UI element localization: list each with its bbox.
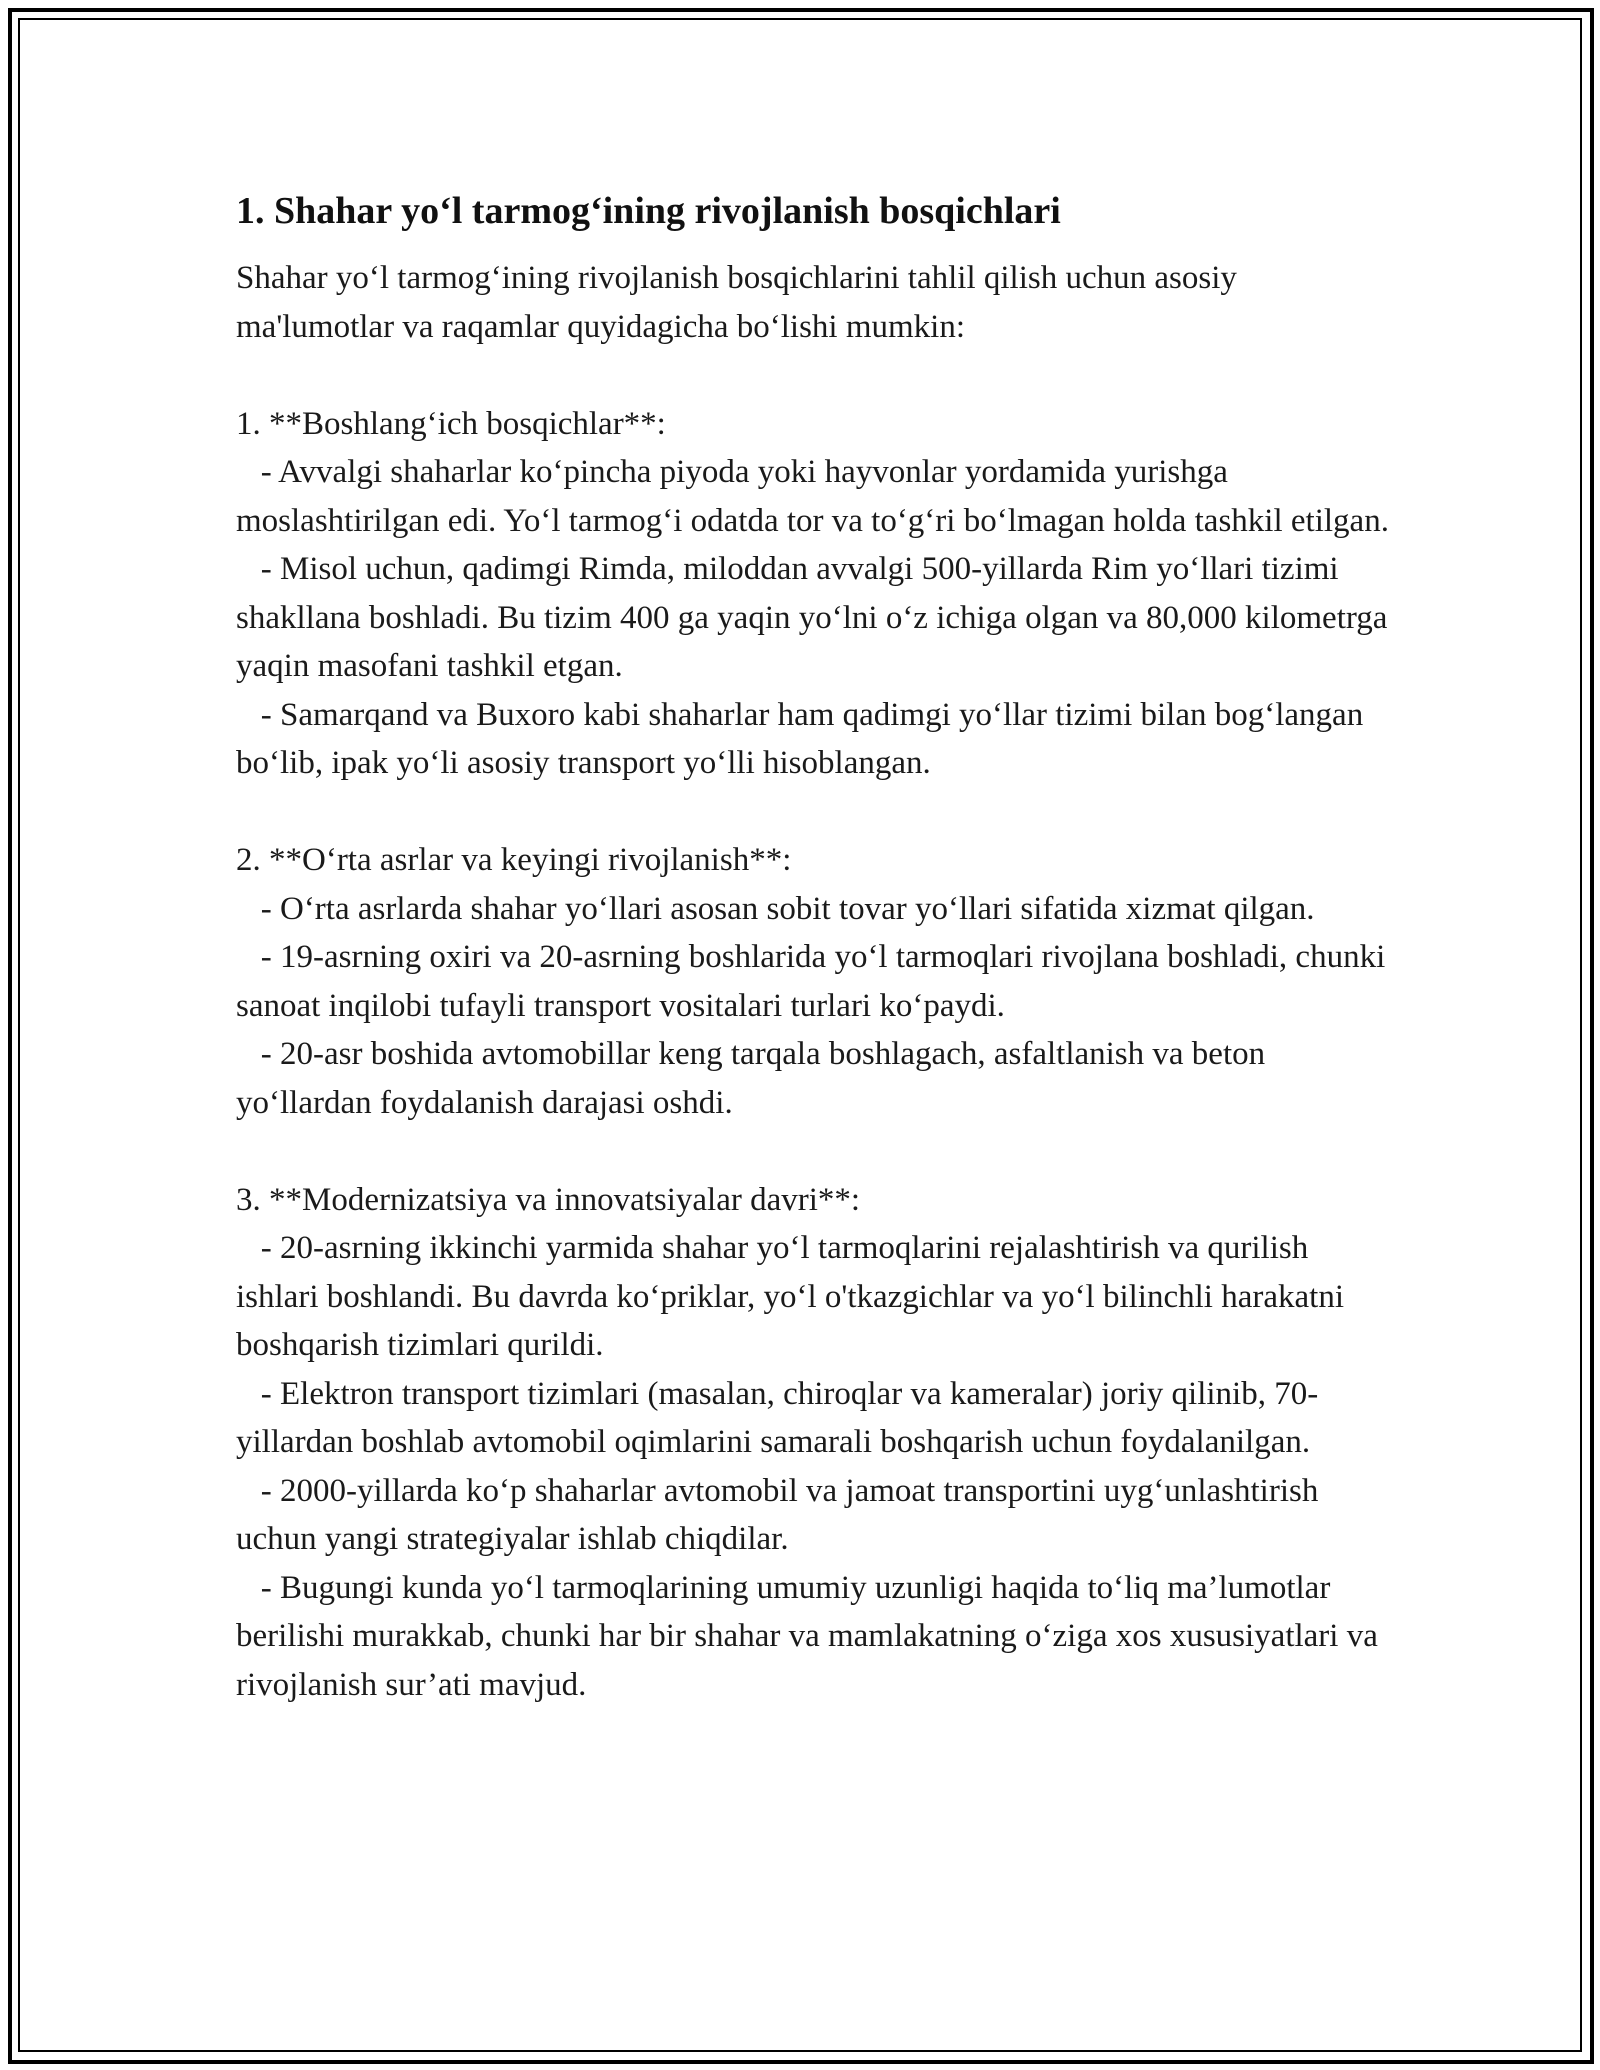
bullet-item: - Avvalgi shaharlar ko‘pincha piyoda yoki hayvonlar yordamida yurishga moslashtirilgan edi. Yo‘l tarmog‘i odatda tor va to‘g‘ri bo‘lmagan holda tashkil etilgan. xyxy=(236,454,1389,539)
intro-paragraph: Shahar yo‘l tarmog‘ining rivojlanish bosqichlarini tahlil qilish uchun asosiy ma'lumotlar va raqamlar quyidagicha bo‘lishi mumkin: xyxy=(236,260,1237,345)
document-title: 1. Shahar yo‘l tarmog‘ining rivojlanish bosqichlari xyxy=(236,190,1061,232)
bullet-item: - 19-asrning oxiri va 20-asrning boshlarida yo‘l tarmoqlari rivojlana boshladi, chunki sanoat inqilobi tufayli transport vositalari turlari ko‘paydi. xyxy=(236,939,1394,1024)
bullet-item: - 20-asrning ikkinchi yarmida shahar yo‘l tarmoqlarini rejalashtirish va qurilish ishlari boshlandi. Bu davrda ko‘priklar, yo‘l o'tkazgichlar va yo‘l bilinchli harakatni boshqarish tizimlari qurildi. xyxy=(236,1230,1353,1363)
bullet-item: - Misol uchun, qadimgi Rimda, miloddan avvalgi 500-yillarda Rim yo‘llari tizimi shakllana boshladi. Bu tizim 400 ga yaqin yo‘lni o‘z ichiga olgan va 80,000 kilometrga yaqin masofani tashkil etgan. xyxy=(236,551,1396,684)
bullet-item: - Samarqand va Buxoro kabi shaharlar ham qadimgi yo‘llar tizimi bilan bog‘langan bo‘lib, ipak yo‘li asosiy transport yo‘lli hisoblangan. xyxy=(236,696,1372,781)
section-heading: 1. **Boshlang‘ich bosqichlar**: xyxy=(236,405,666,442)
section-2 xyxy=(236,836,1396,1127)
document-body xyxy=(236,186,1396,1709)
section-heading: 2. **O‘rta asrlar va keyingi rivojlanish**: xyxy=(236,842,792,878)
section-heading: 3. **Modernizatsiya va innovatsiyalar davri**: xyxy=(236,1181,861,1218)
bullet-item: - Bugungi kunda yo‘l tarmoqlarining umumiy uzunligi haqida to‘liq ma’lumotlar berilishi murakkab, chunki har bir shahar va mamlakatning o‘ziga xos xususiyatlari va rivojlanish sur’ati mavjud. xyxy=(236,1569,1387,1703)
section-1 xyxy=(236,400,1396,788)
bullet-item: - O‘rta asrlarda shahar yo‘llari asosan sobit tovar yo‘llari sifatida xizmat qilgan. xyxy=(236,890,1315,927)
bullet-item: - Elektron transport tizimlari (masalan, chiroqlar va kameralar) joriy qilinib, 70-yillardan boshlab avtomobil oqimlarini samarali boshqarish uchun foydalanilgan. xyxy=(236,1375,1319,1460)
bullet-item: - 2000-yillarda ko‘p shaharlar avtomobil va jamoat transportini uyg‘unlashtirish uchun yangi strategiyalar ishlab chiqdilar. xyxy=(236,1472,1327,1557)
bullet-item: - 20-asr boshida avtomobillar keng tarqala boshlagach, asfaltlanish va beton yo‘llardan foydalanish darajasi oshdi. xyxy=(236,1036,1274,1121)
section-3 xyxy=(236,1176,1396,1710)
